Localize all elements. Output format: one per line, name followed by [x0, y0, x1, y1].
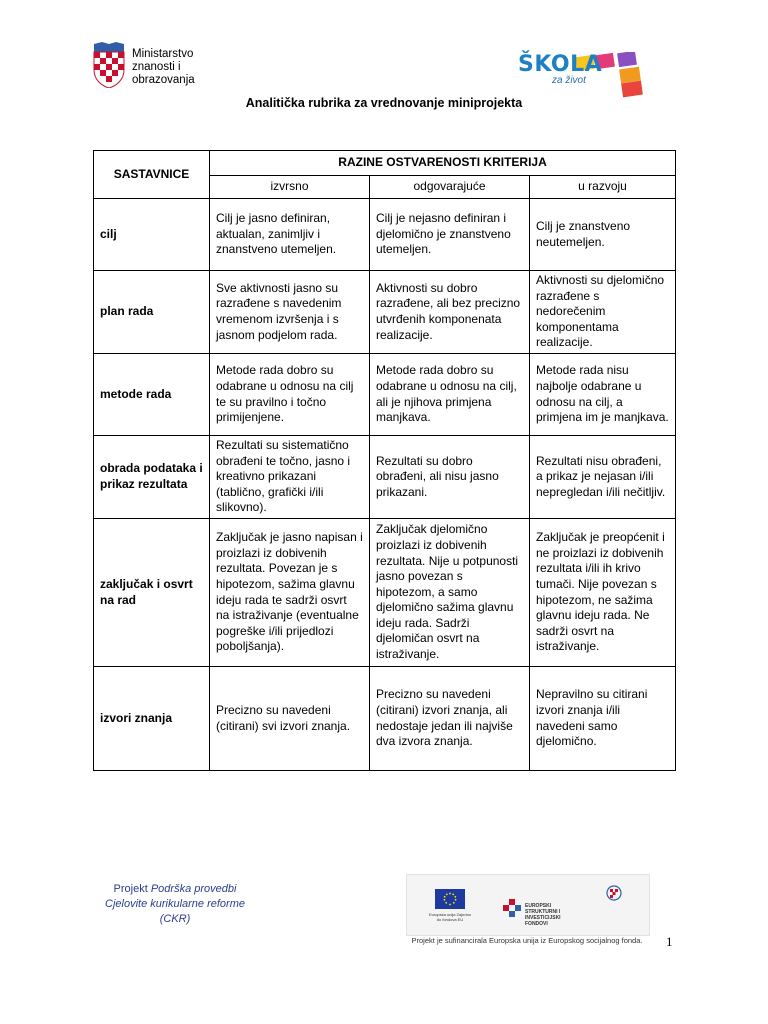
rubric-cell: Aktivnosti su djelomično razrađene s nedorečenim komponentama realizacije.: [530, 271, 676, 354]
rubric-cell: Cilj je nejasno definiran i djelomično je znanstveno utemeljen.: [370, 199, 530, 271]
level-header-odgovarajuce: odgovarajuće: [370, 176, 530, 199]
eu-caption: Europska unija Zajedno do fondova EU: [428, 912, 472, 922]
croatia-emblem-icon: [603, 885, 625, 919]
table-row: [94, 271, 676, 354]
component-izvori-znanja: izvori znanja: [94, 667, 210, 771]
rubric-cell: Precizno su navedeni (citirani) svi izvori znanja.: [210, 667, 370, 771]
rubric-cell: Precizno su navedeni (citirani) izvori znanja, ali nedostaje jedan ili najviše dva izvora znanja.: [370, 667, 530, 771]
project-name: Podrška provedbi Cjelovite kurikularne reforme (CKR): [105, 883, 245, 925]
ministry-line: Ministarstvo: [132, 48, 194, 60]
level-header-u-razvoju: u razvoju: [530, 176, 676, 199]
project-footer-text: [105, 882, 245, 927]
skola-logo-tagline: za život: [552, 75, 586, 86]
table-row: [94, 199, 676, 271]
eu-flag-icon: [435, 889, 465, 909]
rubric-cell: Zaključak je preopćenit i ne proizlazi iz dobivenih rezultata i/ili ih krivo tumači. Nije povezan s hipotezom, ne sažima glavnu ideju rada. Ne sadrži osvrt na istraživanje.: [530, 519, 676, 667]
level-header-izvrsno: izvrsno: [210, 176, 370, 199]
rubric-table: [93, 150, 676, 771]
page-number: 1: [666, 934, 673, 949]
eu-funding-banner: [406, 874, 650, 936]
component-cilj: cilj: [94, 199, 210, 271]
table-row: [94, 667, 676, 771]
banner-caption: Projekt je sufinancirala Europska unija iz Europskog socijalnog fonda.: [411, 936, 643, 945]
component-metode-rada: metode rada: [94, 354, 210, 436]
component-plan-rada: plan rada: [94, 271, 210, 354]
rubric-cell: Nepravilno su citirani izvori znanja i/ili navedeni samo djelomično.: [530, 667, 676, 771]
component-zakljucak: zaključak i osvrt na rad: [94, 519, 210, 667]
ministry-name: [132, 48, 195, 87]
rubric-cell: Sve aktivnosti jasno su razrađene s navedenim vremenom izvršenja i s jasnom podjelom rada.: [210, 271, 370, 354]
ministry-line: obrazovanja: [132, 74, 195, 86]
esf-funds-text: EUROPSKI STRUKTURNI I INVESTICIJSKI FONDOVI: [525, 903, 561, 927]
rubric-cell: Cilj je jasno definiran, aktualan, zanimljiv i znanstveno utemeljen.: [210, 199, 370, 271]
rubric-cell: Aktivnosti su dobro razrađene, ali bez precizno utvrđenih komponenata realizacije.: [370, 271, 530, 354]
skola-logo-word: ŠKOLA: [518, 52, 603, 77]
project-prefix: Projekt: [113, 883, 151, 895]
rubric-cell: Metode rada nisu najbolje odabrane u odnosu na cilj, a primjena im je manjkava.: [530, 354, 676, 436]
rubric-cell: Zaključak djelomično proizlazi iz dobivenih rezultata. Nije u potpunosti jasno povezan s hipotezom, a samo djelomično sažima glavnu ideju rada. Sadrži djelomičan osvrt na istraživanje.: [370, 519, 530, 667]
table-row: [94, 354, 676, 436]
rubric-cell: Metode rada dobro su odabrane u odnosu na cilj te su pravilno i točno primijenjene.: [210, 354, 370, 436]
components-header: SASTAVNICE: [94, 151, 210, 199]
table-row: [94, 436, 676, 519]
component-obrada-podataka: obrada podataka i prikaz rezultata: [94, 436, 210, 519]
ministry-line: znanosti i: [132, 61, 181, 73]
esf-checker-icon: [503, 899, 521, 917]
rubric-cell: Metode rada dobro su odabrane u odnosu na cilj, ali je njihova primjena manjkava.: [370, 354, 530, 436]
rubric-cell: Rezultati su sistematično obrađeni te točno, jasno i kreativno prikazani (tablično, grafički i/ili slikovno).: [210, 436, 370, 519]
document-title: Analitička rubrika za vrednovanje miniprojekta: [245, 96, 523, 110]
rubric-cell: Rezultati su dobro obrađeni, ali nisu jasno prikazani.: [370, 436, 530, 519]
table-header-row: [94, 151, 676, 176]
rubric-cell: Zaključak je jasno napisan i proizlazi iz dobivenih rezultata. Povezan je s hipotezom, sažima glavnu ideju rada te sadrži osvrt na istraživanje (eventualne pogreške i/ili prijedlozi poboljšanja).: [210, 519, 370, 667]
levels-header: RAZINE OSTVARENOSTI KRITERIJA: [210, 151, 676, 176]
rubric-cell: Cilj je znanstveno neutemeljen.: [530, 199, 676, 271]
table-row: [94, 519, 676, 667]
ministry-header: [92, 42, 195, 88]
skola-za-zivot-logo: [518, 52, 648, 98]
rubric-cell: Rezultati nisu obrađeni, a prikaz je nejasan i/ili nepregledan i/ili nečitljiv.: [530, 436, 676, 519]
croatian-coat-of-arms-icon: [92, 42, 126, 88]
